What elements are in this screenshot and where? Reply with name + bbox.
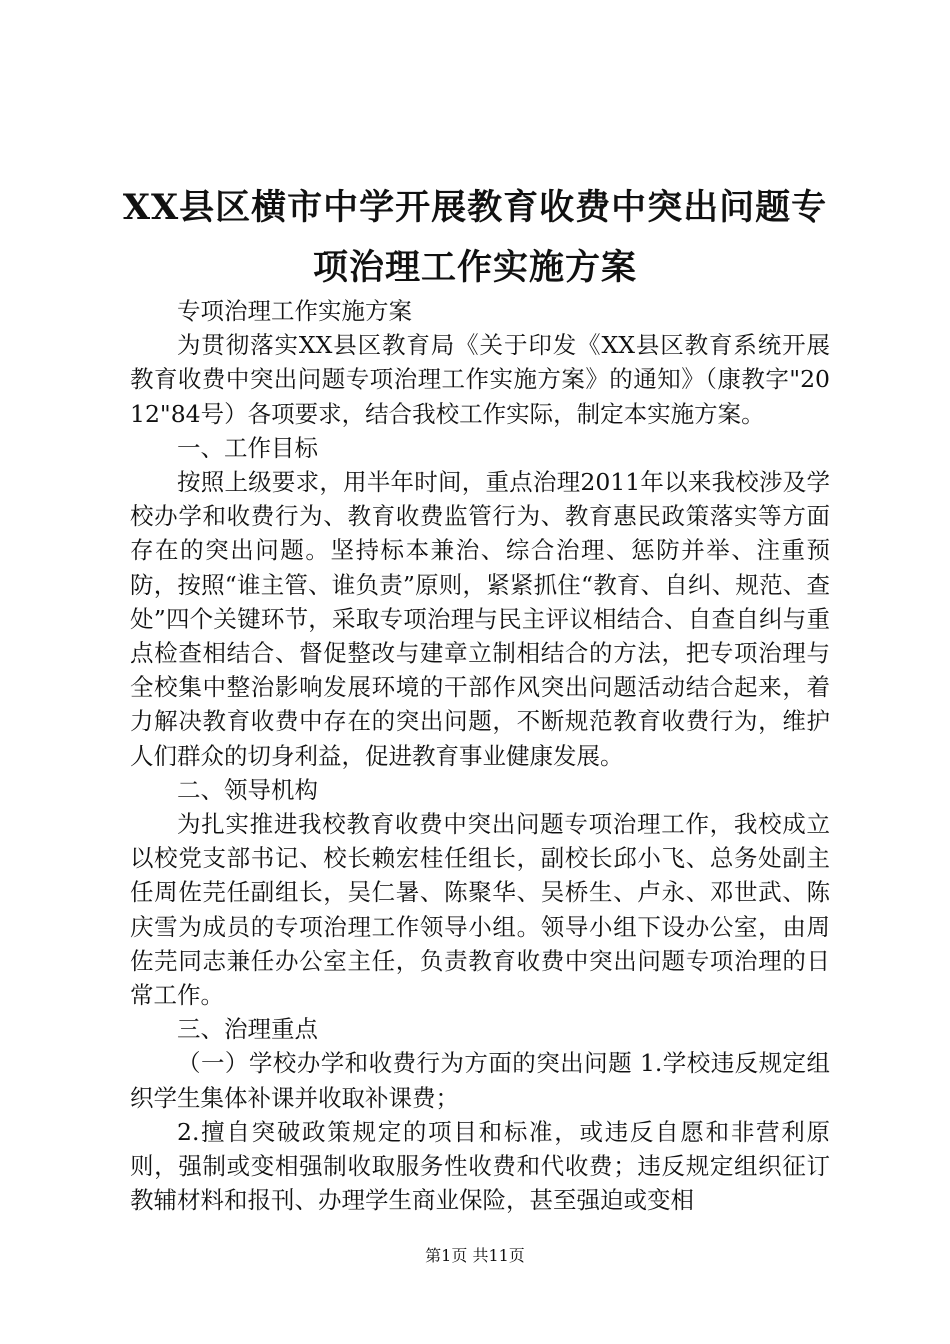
paragraph: （一）学校办学和收费行为方面的突出问题 1.学校违反规定组织学生集体补课并收取补课费；	[130, 1049, 830, 1112]
paragraph: 为扎实推进我校教育收费中突出问题专项治理工作，我校成立以校党支部书记、校长赖宏桂任组长，副校长邱小飞、总务处副主任周佐芫任副组长，吴仁暑、陈聚华、吴桥生、卢永、邓世武、陈庆雪为成员的专项治理工作领导小组。领导小组下设办公室，由周佐芫同志兼任办公室主任，负责教育收费中突出问题专项治理的日常工作。	[130, 810, 830, 1010]
paragraph: 为贯彻落实XX县区教育局《关于印发《XX县区教育系统开展教育收费中突出问题专项治理工作实施方案》的通知》（康教字"2012"84号）各项要求，结合我校工作实际，制定本实施方案。	[130, 331, 830, 428]
document-body	[130, 294, 830, 1217]
paragraph: 2.擅自突破政策规定的项目和标准，或违反自愿和非营利原则，强制或变相强制收取服务性收费和代收费；违反规定组织征订教辅材料和报刊、办理学生商业保险，甚至强迫或变相	[130, 1117, 830, 1215]
section-heading: 一、工作目标	[177, 433, 318, 462]
document-title-line-2: 项治理工作实施方案	[312, 247, 637, 288]
section-heading: 三、治理重点	[177, 1015, 318, 1044]
paragraph: 按照上级要求，用半年时间，重点治理2011年以来我校涉及学校办学和收费行为、教育收费监管行为、教育惠民政策落实等方面存在的突出问题。坚持标本兼治、综合治理、惩防并举、注重预防，按照“谁主管、谁负责”原则，紧紧抓住“教育、自纠、规范、查处”四个关键环节，采取专项治理与民主评议相结合、自查自纠与重点检查相结合、督促整改与建章立制相结合的方法，把专项治理与全校集中整治影响发展环境的干部作风突出问题活动结合起来，着力解决教育收费中存在的突出问题，不断规范教育收费行为，维护人们群众的切身利益，促进教育事业健康发展。	[130, 468, 830, 770]
page-footer: 第1页 共11页	[425, 1246, 525, 1265]
paragraph: 专项治理工作实施方案	[177, 297, 412, 325]
document-title-line-1: XX县区横市中学开展教育收费中突出问题专	[122, 187, 828, 228]
section-heading: 二、领导机构	[177, 775, 318, 804]
